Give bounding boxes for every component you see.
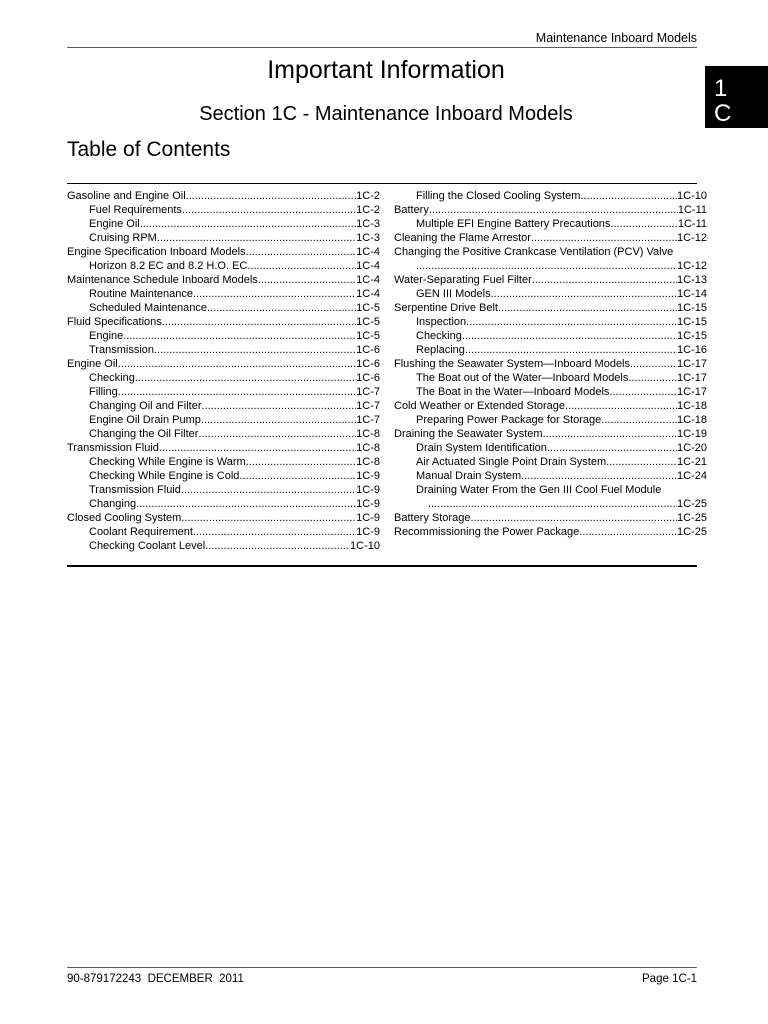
toc-entry-page: 1C-7 — [356, 400, 380, 412]
toc-entry-page: 1C-8 — [356, 428, 380, 440]
dot-leader — [531, 231, 677, 245]
toc-entry-label: Engine Specification Inboard Models — [67, 246, 246, 258]
toc-entry-page: 1C-17 — [677, 372, 707, 384]
toc-entry-leader-group — [118, 385, 380, 399]
dot-leader — [193, 287, 356, 301]
toc-entry-label: Changing Oil and Filter — [89, 400, 202, 412]
toc-subentry — [394, 189, 707, 203]
toc-entry-label: Checking While Engine is Cold — [89, 470, 240, 482]
toc-entry-page: 1C-9 — [356, 470, 380, 482]
toc-entry-label: Maintenance Schedule Inboard Models — [67, 274, 258, 286]
toc-subentry — [67, 259, 380, 273]
toc-entry — [67, 273, 380, 287]
toc-heading: Table of Contents — [67, 138, 231, 161]
toc-subentry — [67, 329, 380, 343]
toc-entry-page: 1C-15 — [677, 330, 707, 342]
toc-entry-page: 1C-10 — [677, 190, 707, 202]
toc-entry-page: 1C-14 — [677, 288, 707, 300]
toc-right-column — [394, 189, 707, 539]
toc-entry-label: Gasoline and Engine Oil — [67, 190, 186, 202]
toc-entry-leader-group — [543, 427, 707, 441]
footer-rule — [67, 967, 697, 968]
toc-entry-page: 1C-8 — [356, 456, 380, 468]
toc-entry-label: Transmission Fluid — [67, 442, 159, 454]
dot-leader — [429, 203, 678, 217]
toc-entry-leader-group — [610, 217, 707, 231]
dot-leader — [258, 273, 356, 287]
dot-leader — [162, 315, 356, 329]
toc-entry — [394, 245, 707, 273]
toc-entry-page: 1C-13 — [677, 274, 707, 286]
toc-bottom-rule — [67, 565, 697, 567]
toc-entry-page: 1C-2 — [356, 204, 380, 216]
dot-leader — [630, 357, 677, 371]
dot-leader — [193, 525, 356, 539]
dot-leader — [201, 413, 356, 427]
toc-entry-label: Cruising RPM — [89, 232, 157, 244]
toc-entry-page: 1C-9 — [356, 484, 380, 496]
toc-entry-label: Flushing the Seawater System—Inboard Models — [394, 358, 631, 370]
toc-entry-leader-group — [246, 455, 380, 469]
toc-entry-label: Checking While Engine is Warm — [89, 456, 246, 468]
toc-entry-leader-group — [207, 301, 380, 315]
dot-leader — [532, 273, 677, 287]
toc-subentry — [394, 455, 707, 469]
dot-leader — [465, 343, 677, 357]
dot-leader — [202, 399, 357, 413]
toc-entry — [394, 301, 707, 315]
toc-subentry — [394, 385, 707, 399]
toc-entry-label: Recommissioning the Power Package — [394, 526, 580, 538]
toc-subentry — [67, 203, 380, 217]
toc-entry-page: 1C-4 — [356, 260, 380, 272]
dot-leader — [547, 441, 677, 455]
dot-leader — [186, 189, 357, 203]
toc-entry-page: 1C-6 — [356, 358, 380, 370]
toc-entry — [394, 273, 707, 287]
toc-entry — [394, 357, 707, 371]
toc-entry-label: Changing the Positive Crankcase Ventilation (PCV) Valve — [394, 246, 674, 258]
toc-entry-label: Battery — [394, 204, 429, 216]
toc-entry-label: Draining the Seawater System — [394, 428, 543, 440]
dot-leader — [606, 455, 677, 469]
section-tab-letter: C — [714, 100, 732, 127]
toc-entry-leader-group — [258, 273, 380, 287]
toc-subentry — [394, 413, 707, 427]
toc-entry-leader-group — [136, 497, 380, 511]
toc-entry-page: 1C-5 — [356, 330, 380, 342]
toc-entry-page: 1C-9 — [356, 512, 380, 524]
toc-entry-leader-group — [140, 217, 380, 231]
toc-entry-page: 1C-17 — [677, 386, 707, 398]
toc-entry — [394, 525, 707, 539]
dot-leader — [470, 511, 677, 525]
toc-entry-leader-group — [521, 469, 707, 483]
toc-entry-leader-group — [470, 511, 707, 525]
toc-entry-label: Transmission Fluid — [89, 484, 181, 496]
toc-entry-label: Fluid Specifications — [67, 316, 162, 328]
footer-page-number: Page 1C-1 — [642, 973, 697, 985]
toc-subentry — [67, 483, 380, 497]
toc-entry-leader-group — [462, 329, 707, 343]
toc-entry-leader-group — [198, 427, 380, 441]
dot-leader — [610, 217, 677, 231]
toc-entry-page: 1C-7 — [356, 414, 380, 426]
toc-subentry — [67, 497, 380, 511]
toc-entry — [394, 511, 707, 525]
toc-entry-page: 1C-6 — [356, 344, 380, 356]
toc-entry-label: Filling the Closed Cooling System — [416, 190, 581, 202]
toc-entry-leader-group — [465, 343, 707, 357]
toc-entry-label: Filling — [89, 386, 118, 398]
toc-entry-label: Closed Cooling System — [67, 512, 182, 524]
toc-entry — [67, 511, 380, 525]
toc-entry-label: Draining Water From the Gen III Cool Fuel Module — [416, 484, 662, 496]
toc-subentry — [67, 413, 380, 427]
footer-doc-info: 90-879172243 DECEMBER 2011 — [67, 973, 244, 985]
toc-entry-label: Routine Maintenance — [89, 288, 193, 300]
toc-entry-leader-group — [428, 497, 707, 511]
toc-entry-leader-group — [498, 301, 707, 315]
toc-subentry — [394, 343, 707, 357]
toc-entry-leader-group — [630, 357, 707, 371]
toc-subentry — [67, 539, 380, 553]
toc-entry-page: 1C-3 — [356, 218, 380, 230]
toc-entry-page: 1C-25 — [677, 512, 707, 524]
dot-leader — [198, 427, 356, 441]
toc-entry-page: 1C-2 — [356, 190, 380, 202]
toc-entry-leader-group — [531, 231, 707, 245]
toc-entry-page: 1C-17 — [677, 358, 707, 370]
toc-entry-page: 1C-4 — [356, 274, 380, 286]
dot-leader — [239, 469, 356, 483]
toc-entry-page: 1C-21 — [677, 456, 707, 468]
dot-leader — [491, 287, 677, 301]
toc-subentry — [67, 525, 380, 539]
toc-entry-leader-group — [202, 399, 380, 413]
toc-entry-leader-group — [157, 231, 380, 245]
toc-entry-leader-group — [201, 413, 380, 427]
toc-entry-page: 1C-5 — [356, 302, 380, 314]
toc-entry-leader-group — [247, 259, 380, 273]
dot-leader — [205, 539, 350, 553]
dot-leader — [543, 427, 677, 441]
toc-entry-label: The Boat out of the Water—Inboard Models — [416, 372, 629, 384]
toc-entry-leader-group — [491, 287, 707, 301]
toc-entry-page: 1C-18 — [677, 400, 707, 412]
toc-entry-label: Cold Weather or Extended Storage — [394, 400, 566, 412]
toc-subentry — [67, 287, 380, 301]
toc-entry-leader-group — [580, 189, 707, 203]
toc-entry-leader-group — [246, 245, 380, 259]
toc-subentry — [394, 329, 707, 343]
dot-leader — [428, 497, 677, 511]
toc-entry — [67, 245, 380, 259]
toc-entry-leader-group — [205, 539, 380, 553]
toc-entry-page: 1C-24 — [677, 470, 707, 482]
toc-left-column — [67, 189, 380, 553]
toc-entry-label: Serpentine Drive Belt — [394, 302, 498, 314]
dot-leader — [182, 203, 356, 217]
dot-leader — [135, 371, 356, 385]
dot-leader — [123, 329, 356, 343]
toc-entry-label: Inspection — [416, 316, 467, 328]
dot-leader — [416, 259, 677, 273]
toc-entry-page: 1C-3 — [356, 232, 380, 244]
toc-entry-label: The Boat in the Water—Inboard Models — [416, 386, 610, 398]
toc-entry-leader-group — [565, 399, 707, 413]
toc-entry-label: GEN III Models — [416, 288, 491, 300]
toc-entry-leader-group — [159, 441, 380, 455]
toc-entry — [394, 231, 707, 245]
toc-entry-label: Engine Oil — [67, 358, 118, 370]
dot-leader — [246, 245, 357, 259]
toc-entry-label: Engine Oil Drain Pump — [89, 414, 201, 426]
toc-entry-leader-group — [579, 525, 707, 539]
running-header-title: Maintenance Inboard Models — [535, 31, 697, 45]
toc-entry-page: 1C-8 — [356, 442, 380, 454]
toc-entry-leader-group — [606, 455, 707, 469]
toc-entry-page: 1C-19 — [677, 428, 707, 440]
toc-subentry — [394, 469, 707, 483]
toc-entry — [394, 427, 707, 441]
toc-entry-page: 1C-10 — [350, 540, 380, 552]
dot-leader — [181, 511, 356, 525]
toc-entry-leader-group — [239, 469, 380, 483]
dot-leader — [247, 259, 356, 273]
toc-entry-leader-group — [547, 441, 707, 455]
toc-entry-label: Engine Oil — [89, 218, 140, 230]
toc-entry-page: 1C-7 — [356, 386, 380, 398]
toc-entry-page: 1C-16 — [677, 344, 707, 356]
dot-leader — [159, 441, 356, 455]
toc-subentry — [394, 483, 707, 511]
toc-entry-label: Scheduled Maintenance — [89, 302, 208, 314]
dot-leader — [466, 315, 677, 329]
toc-entry-label: Transmission — [89, 344, 154, 356]
toc-entry — [394, 203, 707, 217]
toc-entry-leader-group — [628, 371, 707, 385]
toc-subentry — [67, 343, 380, 357]
toc-entry-leader-group — [601, 413, 707, 427]
toc-entry-label: Cleaning the Flame Arrestor — [394, 232, 531, 244]
toc-entry-label: Horizon 8.2 EC and 8.2 H.O. EC — [89, 260, 248, 272]
header-rule — [67, 47, 697, 48]
dot-leader — [601, 413, 677, 427]
section-tab-number: 1 — [714, 75, 728, 102]
toc-entry-page: 1C-12 — [677, 260, 707, 272]
toc-subentry — [394, 441, 707, 455]
dot-leader — [609, 385, 677, 399]
toc-entry-label: Checking Coolant Level — [89, 540, 206, 552]
toc-entry-leader-group — [135, 371, 380, 385]
dot-leader — [154, 343, 356, 357]
toc-entry-leader-group — [181, 511, 380, 525]
toc-entry-page: 1C-25 — [677, 498, 707, 510]
toc-subentry — [394, 217, 707, 231]
toc-entry-page: 1C-5 — [356, 316, 380, 328]
toc-subentry — [67, 217, 380, 231]
toc-subentry — [394, 371, 707, 385]
toc-entry-page: 1C-11 — [677, 204, 707, 216]
toc-entry-label: Air Actuated Single Point Drain System — [416, 456, 607, 468]
toc-entry-label: Manual Drain System — [416, 470, 522, 482]
dot-leader — [207, 301, 356, 315]
toc-entry-label: Changing — [89, 498, 137, 510]
toc-entry-label: Drain System Identification — [416, 442, 547, 454]
dot-leader — [579, 525, 677, 539]
toc-entry-page: 1C-15 — [677, 316, 707, 328]
toc-entry — [67, 441, 380, 455]
dot-leader — [580, 189, 677, 203]
dot-leader — [565, 399, 677, 413]
toc-entry-page: 1C-4 — [356, 288, 380, 300]
section-title: Section 1C - Maintenance Inboard Models — [199, 103, 573, 125]
toc-entry-label: Checking — [416, 330, 462, 342]
toc-entry-label: Fuel Requirements — [89, 204, 182, 216]
toc-entry-leader-group — [186, 189, 380, 203]
toc-entry-leader-group — [182, 203, 380, 217]
toc-entry-leader-group — [123, 329, 380, 343]
toc-entry-page: 1C-9 — [356, 498, 380, 510]
toc-entry-leader-group — [193, 287, 380, 301]
dot-leader — [462, 329, 677, 343]
dot-leader — [246, 455, 356, 469]
toc-entry-page: 1C-6 — [356, 372, 380, 384]
toc-entry-label: Coolant Requirement — [89, 526, 193, 538]
toc-entry-leader-group — [429, 203, 707, 217]
dot-leader — [628, 371, 677, 385]
toc-entry-leader-group — [181, 483, 380, 497]
toc-subentry — [394, 287, 707, 301]
toc-entry — [394, 399, 707, 413]
toc-entry-label: Preparing Power Package for Storage — [416, 414, 602, 426]
toc-entry-label: Battery Storage — [394, 512, 471, 524]
toc-entry-leader-group — [118, 357, 380, 371]
toc-entry-leader-group — [162, 315, 380, 329]
toc-entry-page: 1C-18 — [677, 414, 707, 426]
toc-entry-leader-group — [609, 385, 707, 399]
toc-entry-label: Changing the Oil Filter — [89, 428, 199, 440]
toc-entry-label: Engine — [89, 330, 124, 342]
toc-entry-page: 1C-12 — [677, 232, 707, 244]
toc-entry-leader-group — [466, 315, 707, 329]
toc-entry-leader-group — [532, 273, 707, 287]
dot-leader — [498, 301, 677, 315]
toc-subentry — [67, 455, 380, 469]
toc-entry-page: 1C-4 — [356, 246, 380, 258]
toc-entry-label: Checking — [89, 372, 135, 384]
dot-leader — [181, 483, 356, 497]
toc-subentry — [67, 371, 380, 385]
toc-entry-leader-group — [154, 343, 380, 357]
page-title: Important Information — [267, 56, 505, 84]
dot-leader — [136, 497, 356, 511]
dot-leader — [157, 231, 356, 245]
toc-entry — [67, 189, 380, 203]
toc-subentry — [67, 385, 380, 399]
toc-entry-leader-group — [416, 259, 707, 273]
dot-leader — [118, 357, 356, 371]
toc-subentry — [67, 427, 380, 441]
toc-subentry — [394, 315, 707, 329]
toc-entry-label: Replacing — [416, 344, 465, 356]
dot-leader — [118, 385, 356, 399]
dot-leader — [140, 217, 356, 231]
toc-top-rule — [67, 183, 697, 184]
toc-entry — [67, 315, 380, 329]
toc-entry-page: 1C-9 — [356, 526, 380, 538]
toc-entry-page: 1C-15 — [677, 302, 707, 314]
toc-entry-label: Water-Separating Fuel Filter — [394, 274, 532, 286]
toc-subentry — [67, 469, 380, 483]
toc-entry-page: 1C-25 — [677, 526, 707, 538]
toc-entry — [67, 357, 380, 371]
toc-entry-page: 1C-20 — [677, 442, 707, 454]
toc-entry-leader-group — [193, 525, 380, 539]
toc-subentry — [67, 231, 380, 245]
dot-leader — [521, 469, 677, 483]
toc-entry-label: Multiple EFI Engine Battery Precautions — [416, 218, 611, 230]
toc-entry-page: 1C-11 — [677, 218, 707, 230]
toc-subentry — [67, 399, 380, 413]
toc-subentry — [67, 301, 380, 315]
